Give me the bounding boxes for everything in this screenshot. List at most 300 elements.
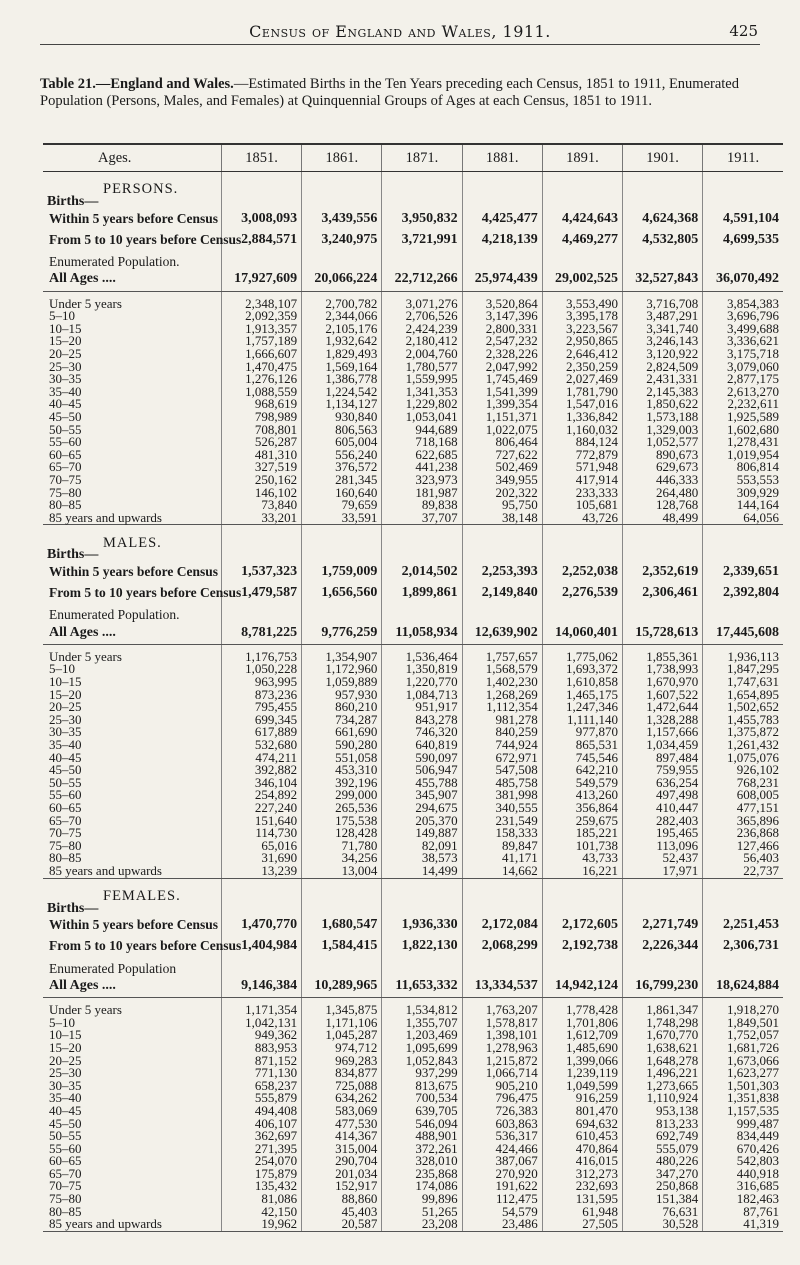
table-cell xyxy=(382,196,462,209)
table-cell: 1,918,270 xyxy=(703,1004,783,1017)
table-cell: 113,096 xyxy=(622,840,702,853)
row-label: Within 5 years before Census xyxy=(49,917,219,933)
table-cell xyxy=(382,525,462,550)
table-cell: 1,747,631 xyxy=(703,676,783,689)
running-head xyxy=(0,22,800,42)
row-label: 75–80 xyxy=(49,1191,82,1207)
table-cell: 1,759,009 xyxy=(302,562,382,583)
table-cell: 387,067 xyxy=(462,1155,542,1168)
table-cell: 43,726 xyxy=(542,512,622,525)
table-cell: 1,229,802 xyxy=(382,398,462,411)
table-cell xyxy=(302,957,382,975)
table-cell: 33,201 xyxy=(221,512,301,525)
table-cell: 89,838 xyxy=(382,499,462,512)
row-label: 85 years and upwards xyxy=(43,865,221,878)
table-cell: 726,383 xyxy=(462,1105,542,1118)
table-cell: 2,884,571 xyxy=(221,230,301,251)
table-cell: 1,203,469 xyxy=(382,1029,462,1042)
table-cell: 1,375,872 xyxy=(703,726,783,739)
table-cell: 798,989 xyxy=(221,411,301,424)
table-cell: 2,824,509 xyxy=(622,361,702,374)
table-cell: 151,640 xyxy=(221,815,301,828)
table-cell: 392,196 xyxy=(302,777,382,790)
table-cell: 1,666,607 xyxy=(221,348,301,361)
table-cell xyxy=(542,903,622,916)
table-cell: 1,936,113 xyxy=(703,651,783,664)
table-cell: 1,936,330 xyxy=(382,915,462,936)
table-cell xyxy=(462,549,542,562)
table-cell: 2,613,270 xyxy=(703,386,783,399)
table-row xyxy=(43,865,783,878)
table-cell: 12,639,902 xyxy=(462,622,542,645)
row-label: Within 5 years before Census xyxy=(49,210,219,226)
row-label: 60–65 xyxy=(49,1153,82,1169)
table-cell: 175,538 xyxy=(302,815,382,828)
table-cell: 1,328,288 xyxy=(622,714,702,727)
table-cell: 590,280 xyxy=(302,739,382,752)
table-cell: 73,840 xyxy=(221,499,301,512)
table-cell: 281,345 xyxy=(302,474,382,487)
table-cell: 4,469,277 xyxy=(542,230,622,251)
row-label: Enumerated Population xyxy=(49,960,177,976)
table-cell: 3,120,922 xyxy=(622,348,702,361)
header-rule xyxy=(40,44,760,45)
table-cell: 1,745,469 xyxy=(462,373,542,386)
table-cell: 265,536 xyxy=(302,802,382,815)
table-cell: 22,737 xyxy=(703,865,783,878)
table-cell: 873,236 xyxy=(221,689,301,702)
births-row xyxy=(43,583,783,604)
row-label: 45–50 xyxy=(49,1115,82,1131)
row-label: 45–50 xyxy=(49,408,82,424)
table-cell: 3,716,708 xyxy=(622,298,702,311)
table-cell xyxy=(221,878,301,903)
table-cell: 1,681,726 xyxy=(703,1042,783,1055)
table-cell: 708,801 xyxy=(221,424,301,437)
table-cell: 51,265 xyxy=(382,1206,462,1219)
table-cell: 1,541,399 xyxy=(462,386,542,399)
table-cell xyxy=(302,251,382,269)
running-title: Census of England and Wales, 1911. xyxy=(249,22,551,41)
row-label: 65–70 xyxy=(49,812,82,828)
table-cell: 759,955 xyxy=(622,764,702,777)
table-cell: 14,499 xyxy=(382,865,462,878)
table-cell: 1,861,347 xyxy=(622,1004,702,1017)
table-cell: 1,386,778 xyxy=(302,373,382,386)
table-cell: 1,160,032 xyxy=(542,424,622,437)
table-cell: 1,775,062 xyxy=(542,651,622,664)
table-cell: 860,210 xyxy=(302,701,382,714)
table-cell: 1,849,501 xyxy=(703,1017,783,1030)
table-cell xyxy=(703,957,783,975)
table-cell: 4,699,535 xyxy=(703,230,783,251)
row-label: 35–40 xyxy=(49,1090,82,1106)
table-cell: 772,879 xyxy=(542,449,622,462)
row-label: From 5 to 10 years before Census xyxy=(49,938,242,954)
table-cell: 1,176,753 xyxy=(221,651,301,664)
table-cell: 605,004 xyxy=(302,436,382,449)
row-label: Under 5 years xyxy=(49,295,122,311)
table-cell: 1,752,057 xyxy=(703,1029,783,1042)
table-cell xyxy=(703,549,783,562)
births-row xyxy=(43,562,783,583)
table-cell: 1,455,783 xyxy=(703,714,783,727)
table-cell: 327,519 xyxy=(221,461,301,474)
row-label: 55–60 xyxy=(49,787,82,803)
table-cell xyxy=(542,196,622,209)
table-cell: 1,670,770 xyxy=(622,1029,702,1042)
row-label: All Ages .... xyxy=(43,622,221,645)
row-label: 50–55 xyxy=(49,774,82,790)
table-cell xyxy=(703,525,783,550)
table-cell: 1,404,984 xyxy=(221,936,301,957)
table-cell: 105,681 xyxy=(542,499,622,512)
table-cell: 969,283 xyxy=(302,1055,382,1068)
table-cell xyxy=(221,604,301,622)
table-cell: 31,690 xyxy=(221,852,301,865)
table-cell: 865,531 xyxy=(542,739,622,752)
table-cell: 1,501,303 xyxy=(703,1080,783,1093)
table-cell: 440,918 xyxy=(703,1168,783,1181)
table-cell: 414,367 xyxy=(302,1130,382,1143)
table-cell: 2,877,175 xyxy=(703,373,783,386)
table-cell: 1,355,707 xyxy=(382,1017,462,1030)
row-label: 60–65 xyxy=(49,446,82,462)
table-cell: 480,226 xyxy=(622,1155,702,1168)
table-cell xyxy=(382,251,462,269)
table-cell: 2,271,749 xyxy=(622,915,702,936)
table-cell: 160,640 xyxy=(302,487,382,500)
table-cell: 34,256 xyxy=(302,852,382,865)
table-cell: 542,803 xyxy=(703,1155,783,1168)
table-cell: 3,008,093 xyxy=(221,209,301,230)
table-cell: 953,138 xyxy=(622,1105,702,1118)
table-cell: 250,868 xyxy=(622,1180,702,1193)
table-cell: 1,778,428 xyxy=(542,1004,622,1017)
table-cell: 768,231 xyxy=(703,777,783,790)
table-cell xyxy=(382,957,462,975)
table-cell: 1,465,175 xyxy=(542,689,622,702)
table-cell: 1,171,354 xyxy=(221,1004,301,1017)
table-cell: 14,060,401 xyxy=(542,622,622,645)
table-cell: 259,675 xyxy=(542,815,622,828)
table-cell xyxy=(462,525,542,550)
table-cell: 231,549 xyxy=(462,815,542,828)
table-cell: 3,395,178 xyxy=(542,310,622,323)
table-cell: 17,927,609 xyxy=(221,269,301,292)
table-cell: 1,224,542 xyxy=(302,386,382,399)
table-cell: 328,010 xyxy=(382,1155,462,1168)
table-cell: 905,210 xyxy=(462,1080,542,1093)
table-cell: 670,426 xyxy=(703,1143,783,1156)
row-label: 65–70 xyxy=(49,1165,82,1181)
table-cell: 1,059,889 xyxy=(302,676,382,689)
row-label: 35–40 xyxy=(49,737,82,753)
table-cell: 642,210 xyxy=(542,764,622,777)
table-cell: 182,463 xyxy=(703,1193,783,1206)
table-cell xyxy=(622,604,702,622)
table-cell: 79,659 xyxy=(302,499,382,512)
table-cell: 1,536,464 xyxy=(382,651,462,664)
table-cell: 3,175,718 xyxy=(703,348,783,361)
table-cell: 1,569,164 xyxy=(302,361,382,374)
table-cell: 699,345 xyxy=(221,714,301,727)
row-label: All Ages .... xyxy=(43,269,221,292)
table-cell: 235,868 xyxy=(382,1168,462,1181)
table-cell: 1,171,106 xyxy=(302,1017,382,1030)
table-body xyxy=(43,172,783,1232)
table-cell: 17,445,608 xyxy=(703,622,783,645)
table-cell: 9,776,259 xyxy=(302,622,382,645)
table-cell: 553,553 xyxy=(703,474,783,487)
table-cell: 453,310 xyxy=(302,764,382,777)
table-cell: 549,579 xyxy=(542,777,622,790)
enumerated-heading-row xyxy=(43,604,783,622)
table-cell: 1,607,522 xyxy=(622,689,702,702)
table-cell xyxy=(622,903,702,916)
table-cell: 843,278 xyxy=(382,714,462,727)
table-cell xyxy=(221,251,301,269)
table-cell: 299,000 xyxy=(302,789,382,802)
row-label: 30–35 xyxy=(49,724,82,740)
table-cell: 2,092,359 xyxy=(221,310,301,323)
table-cell: 746,320 xyxy=(382,726,462,739)
table-cell: 27,505 xyxy=(542,1218,622,1231)
table-cell: 372,261 xyxy=(382,1143,462,1156)
table-cell: 1,573,188 xyxy=(622,411,702,424)
table-cell: 2,014,502 xyxy=(382,562,462,583)
table-cell: 718,168 xyxy=(382,436,462,449)
table-cell: 555,079 xyxy=(622,1143,702,1156)
table-cell: 1,278,431 xyxy=(703,436,783,449)
table-cell: 71,780 xyxy=(302,840,382,853)
table-cell: 1,850,622 xyxy=(622,398,702,411)
table-cell: 2,068,299 xyxy=(462,936,542,957)
table-cell: 2,700,782 xyxy=(302,298,382,311)
row-label: 75–80 xyxy=(49,837,82,853)
row-label: 10–15 xyxy=(49,674,82,690)
table-cell: 806,563 xyxy=(302,424,382,437)
table-cell: 455,788 xyxy=(382,777,462,790)
table-cell: 144,164 xyxy=(703,499,783,512)
table-cell: 112,475 xyxy=(462,1193,542,1206)
table-cell: 290,704 xyxy=(302,1155,382,1168)
column-header: 1891. xyxy=(542,145,622,172)
table-row xyxy=(43,512,783,525)
row-label: 80–85 xyxy=(49,497,82,513)
table-cell xyxy=(382,878,462,903)
table-cell: 3,553,490 xyxy=(542,298,622,311)
table-cell: 254,892 xyxy=(221,789,301,802)
table-cell: 2,226,344 xyxy=(622,936,702,957)
table-cell: 3,071,276 xyxy=(382,298,462,311)
table-cell: 356,864 xyxy=(542,802,622,815)
table-cell: 1,656,560 xyxy=(302,583,382,604)
table-cell: 771,130 xyxy=(221,1067,301,1080)
births-heading-row xyxy=(43,903,783,916)
table-cell: 477,530 xyxy=(302,1118,382,1131)
table-cell: 806,814 xyxy=(703,461,783,474)
row-label: 15–20 xyxy=(49,1039,82,1055)
table-cell: 316,685 xyxy=(703,1180,783,1193)
table-cell: 951,917 xyxy=(382,701,462,714)
table-cell: 1,780,577 xyxy=(382,361,462,374)
table-cell: 1,095,699 xyxy=(382,1042,462,1055)
table-cell: 2,306,461 xyxy=(622,583,702,604)
row-label: 80–85 xyxy=(49,1203,82,1219)
table-cell: 3,240,975 xyxy=(302,230,382,251)
table-cell: 323,973 xyxy=(382,474,462,487)
table-cell: 2,232,611 xyxy=(703,398,783,411)
table-cell: 4,425,477 xyxy=(462,209,542,230)
table-cell: 532,680 xyxy=(221,739,301,752)
table-cell: 481,310 xyxy=(221,449,301,462)
table-cell: 1,479,587 xyxy=(221,583,301,604)
table-cell: 128,768 xyxy=(622,499,702,512)
table-cell: 1,351,838 xyxy=(703,1092,783,1105)
table-cell: 1,470,770 xyxy=(221,915,301,936)
table-cell: 2,646,412 xyxy=(542,348,622,361)
table-cell: 661,690 xyxy=(302,726,382,739)
row-label: MALES. xyxy=(103,534,162,551)
table-cell: 2,350,259 xyxy=(542,361,622,374)
table-cell: 658,237 xyxy=(221,1080,301,1093)
table-cell: 2,145,383 xyxy=(622,386,702,399)
table-cell xyxy=(703,172,783,197)
table-cell: 1,610,858 xyxy=(542,676,622,689)
column-header: 1901. xyxy=(622,145,702,172)
table-cell: 38,573 xyxy=(382,852,462,865)
table-cell: 801,470 xyxy=(542,1105,622,1118)
table-cell: 470,864 xyxy=(542,1143,622,1156)
table-frame xyxy=(43,143,783,1255)
table-cell xyxy=(622,196,702,209)
table-cell: 2,348,107 xyxy=(221,298,301,311)
table-cell: 813,233 xyxy=(622,1118,702,1131)
table-cell: 1,578,817 xyxy=(462,1017,542,1030)
table-cell: 977,870 xyxy=(542,726,622,739)
table-cell: 48,499 xyxy=(622,512,702,525)
table-cell: 2,352,619 xyxy=(622,562,702,583)
table-cell: 1,050,228 xyxy=(221,663,301,676)
table-cell: 346,104 xyxy=(221,777,301,790)
table-cell: 19,962 xyxy=(221,1218,301,1231)
table-cell: 1,345,875 xyxy=(302,1004,382,1017)
column-header: 1871. xyxy=(382,145,462,172)
table-cell xyxy=(703,878,783,903)
table-cell: 2,339,651 xyxy=(703,562,783,583)
table-cell: 37,707 xyxy=(382,512,462,525)
table-cell: 968,619 xyxy=(221,398,301,411)
table-cell: 957,930 xyxy=(302,689,382,702)
table-cell: 95,750 xyxy=(462,499,542,512)
table-cell: 883,953 xyxy=(221,1042,301,1055)
table-cell: 1,268,269 xyxy=(462,689,542,702)
table-cell: 485,758 xyxy=(462,777,542,790)
table-cell: 694,632 xyxy=(542,1118,622,1131)
row-label: FEMALES. xyxy=(103,887,181,904)
table-cell: 202,322 xyxy=(462,487,542,500)
table-cell xyxy=(221,903,301,916)
section-title-row xyxy=(43,878,783,903)
row-label: Enumerated Population. xyxy=(49,254,180,269)
table-cell xyxy=(302,604,382,622)
table-cell: 1,084,713 xyxy=(382,689,462,702)
table-cell xyxy=(382,549,462,562)
table-cell: 1,273,665 xyxy=(622,1080,702,1093)
table-cell: 639,705 xyxy=(382,1105,462,1118)
row-label: 55–60 xyxy=(49,1140,82,1156)
table-cell: 834,877 xyxy=(302,1067,382,1080)
table-cell: 834,449 xyxy=(703,1130,783,1143)
table-cell xyxy=(622,251,702,269)
table-cell: 672,971 xyxy=(462,752,542,765)
table-cell: 158,333 xyxy=(462,827,542,840)
all-ages-row xyxy=(43,269,783,292)
table-cell: 640,819 xyxy=(382,739,462,752)
table-cell: 700,534 xyxy=(382,1092,462,1105)
row-label: 75–80 xyxy=(49,484,82,500)
table-cell: 1,654,895 xyxy=(703,689,783,702)
table-cell: 590,097 xyxy=(382,752,462,765)
table-cell: 1,399,066 xyxy=(542,1055,622,1068)
table-cell: 52,437 xyxy=(622,852,702,865)
table-cell: 1,398,101 xyxy=(462,1029,542,1042)
table-cell: 2,950,865 xyxy=(542,335,622,348)
row-label: 5–10 xyxy=(49,308,75,324)
table-cell: 345,907 xyxy=(382,789,462,802)
row-label: 85 years and upwards xyxy=(43,512,221,525)
table-cell: 1,215,872 xyxy=(462,1055,542,1068)
table-cell: 99,896 xyxy=(382,1193,462,1206)
table-cell: 4,218,139 xyxy=(462,230,542,251)
table-cell: 1,276,126 xyxy=(221,373,301,386)
table-cell: 494,408 xyxy=(221,1105,301,1118)
table-cell: 42,150 xyxy=(221,1206,301,1219)
table-cell: 45,403 xyxy=(302,1206,382,1219)
table-cell: 963,995 xyxy=(221,676,301,689)
table-cell: 1,623,277 xyxy=(703,1067,783,1080)
row-label: 35–40 xyxy=(49,383,82,399)
table-cell: 1,341,353 xyxy=(382,386,462,399)
row-label: 20–25 xyxy=(49,1052,82,1068)
table-cell: 30,528 xyxy=(622,1218,702,1231)
table-cell: 2,392,804 xyxy=(703,583,783,604)
table-cell xyxy=(542,604,622,622)
table-cell: 1,075,076 xyxy=(703,752,783,765)
table-cell xyxy=(382,604,462,622)
table-cell xyxy=(703,251,783,269)
table-cell xyxy=(703,604,783,622)
table-cell xyxy=(462,172,542,197)
table-cell: 13,239 xyxy=(221,865,301,878)
table-cell: 981,278 xyxy=(462,714,542,727)
table-cell: 3,341,740 xyxy=(622,323,702,336)
row-label: 5–10 xyxy=(49,661,75,677)
row-label: PERSONS. xyxy=(103,181,179,198)
table-cell: 146,102 xyxy=(221,487,301,500)
section-title-row xyxy=(43,525,783,550)
table-cell: 1,052,577 xyxy=(622,436,702,449)
table-caption-label: Table 21.—England and Wales. xyxy=(40,76,234,92)
table-cell: 1,112,354 xyxy=(462,701,542,714)
table-cell: 36,070,492 xyxy=(703,269,783,292)
table-cell xyxy=(542,525,622,550)
row-label: 70–75 xyxy=(49,825,82,841)
table-cell: 76,631 xyxy=(622,1206,702,1219)
row-label: From 5 to 10 years before Census xyxy=(49,585,242,601)
row-label: 10–15 xyxy=(49,1027,82,1043)
